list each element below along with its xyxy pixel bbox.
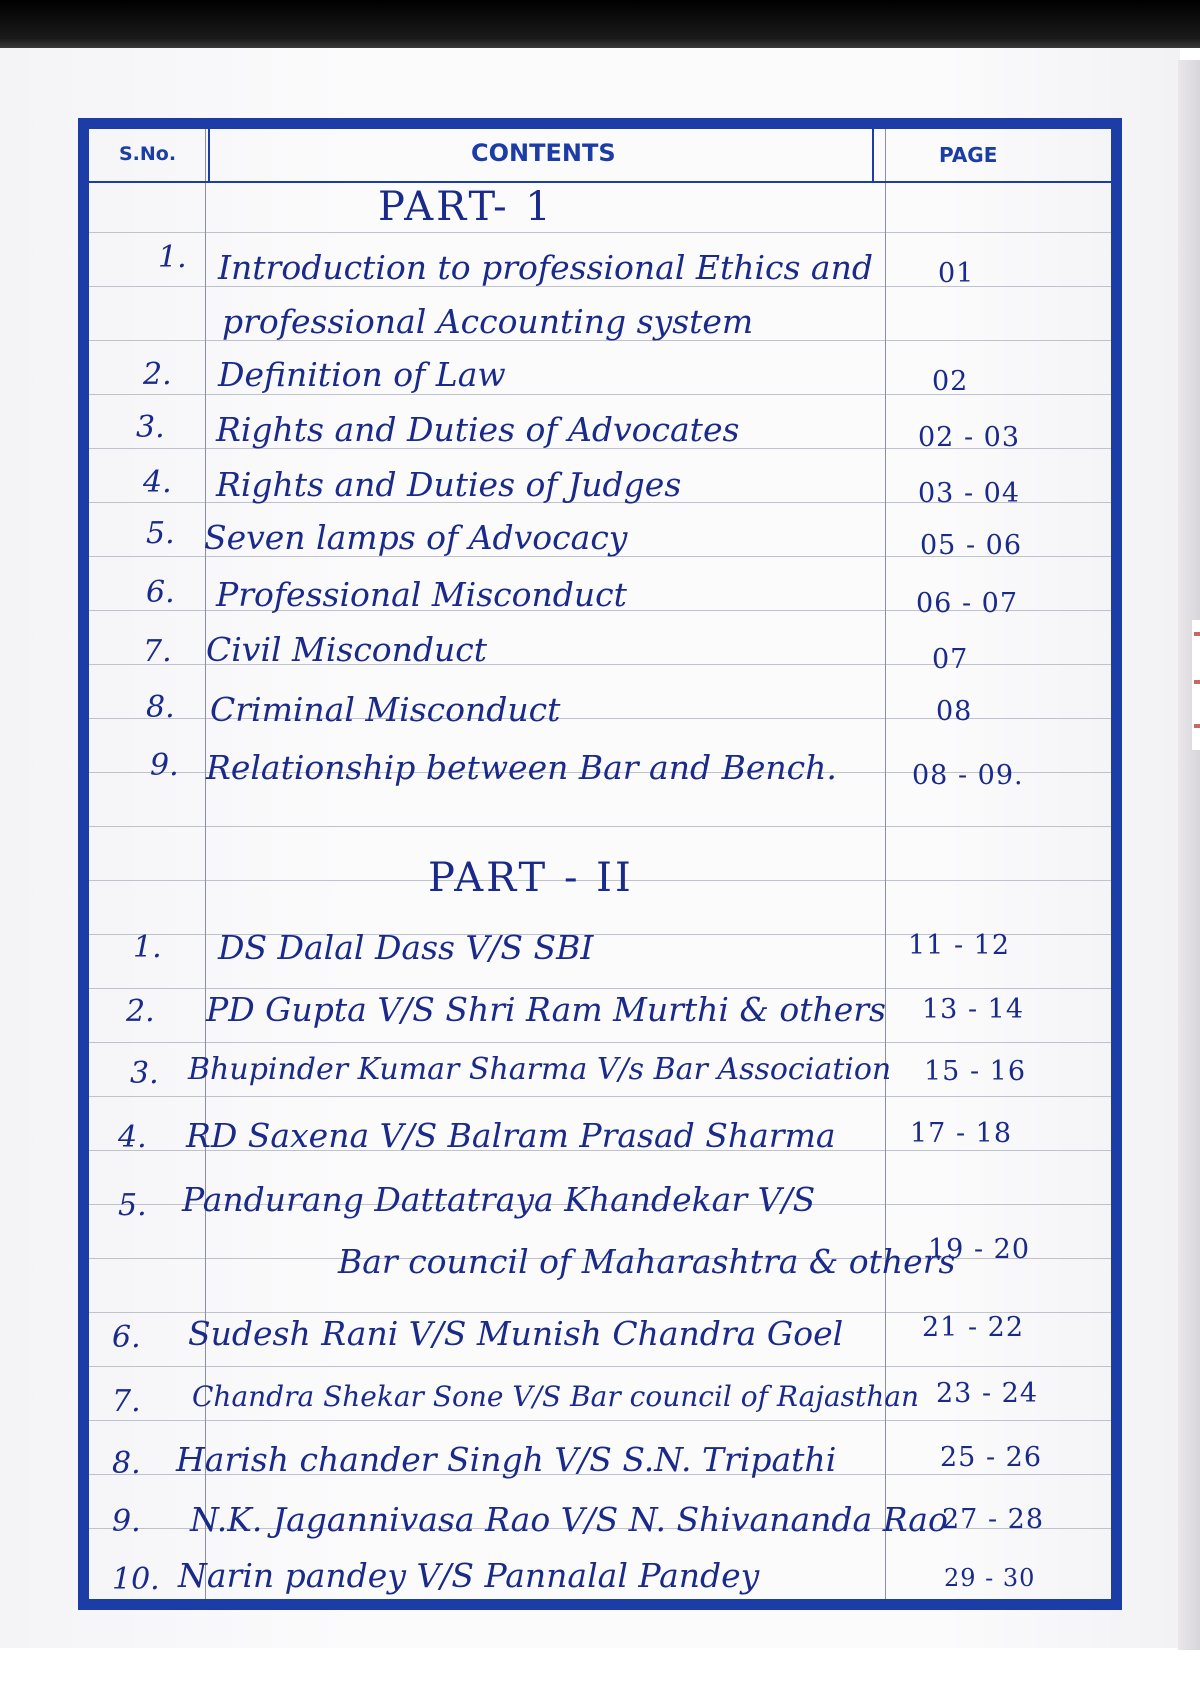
item-number: 3. — [136, 410, 165, 445]
item-page: 01 — [938, 258, 975, 289]
page-edge — [1178, 60, 1200, 1650]
item-number: 9. — [150, 748, 179, 783]
item-page: 02 - 03 — [918, 422, 1021, 453]
pink-mark — [1194, 724, 1200, 728]
item-number: 10. — [112, 1562, 160, 1597]
item-page: 19 - 20 — [928, 1234, 1031, 1265]
item-title: Definition of Law — [218, 355, 506, 394]
item-number: 9. — [112, 1504, 141, 1539]
item-number: 5. — [146, 516, 175, 551]
item-title: Relationship between Bar and Bench. — [206, 748, 837, 787]
item-page: 11 - 12 — [908, 930, 1011, 961]
margin-strip — [1192, 620, 1200, 750]
item-number: 7. — [112, 1384, 141, 1419]
item-page: 02 — [932, 366, 969, 397]
item-number: 4. — [118, 1120, 147, 1155]
pink-mark — [1194, 632, 1200, 636]
item-title: N.K. Jagannivasa Rao V/S N. Shivananda Rao — [190, 1500, 948, 1539]
item-number: 6. — [112, 1320, 141, 1355]
item-page: 06 - 07 — [916, 588, 1019, 619]
item-title: Bhupinder Kumar Sharma V/s Bar Association — [188, 1052, 892, 1087]
item-title: Civil Misconduct — [206, 630, 488, 669]
item-page: 07 — [932, 644, 969, 675]
item-page: 25 - 26 — [940, 1442, 1043, 1473]
contents-header: CONTENTS — [471, 139, 616, 167]
item-title: Professional Misconduct — [216, 575, 627, 614]
item-title: Narin pandey V/S Pannalal Pandey — [178, 1556, 760, 1595]
item-number: 3. — [130, 1056, 159, 1091]
item-number: 1. — [158, 240, 187, 275]
item-page: 29 - 30 — [944, 1564, 1036, 1592]
item-number: 8. — [112, 1446, 141, 1481]
item-number: 5. — [118, 1188, 147, 1223]
item-page: 13 - 14 — [922, 994, 1025, 1025]
item-title-continued: Bar council of Maharashtra & others — [338, 1242, 956, 1281]
item-title: Criminal Misconduct — [210, 690, 561, 729]
item-page: 17 - 18 — [910, 1118, 1013, 1149]
item-page: 27 - 28 — [942, 1504, 1045, 1535]
part2-heading: PART - II — [428, 855, 634, 901]
part1-heading: PART- 1 — [378, 184, 554, 230]
page-header: PAGE — [939, 143, 998, 167]
item-number: 2. — [143, 357, 172, 392]
item-title: Rights and Duties of Judges — [216, 465, 682, 504]
item-page: 08 - 09. — [912, 760, 1024, 791]
item-title: Sudesh Rani V/S Munish Chandra Goel — [188, 1314, 844, 1353]
item-title: DS Dalal Dass V/S SBI — [218, 928, 594, 967]
item-page: 05 - 06 — [920, 530, 1023, 561]
item-number: 8. — [146, 690, 175, 725]
item-title: RD Saxena V/S Balram Prasad Sharma — [186, 1116, 836, 1155]
item-title: Seven lamps of Advocacy — [204, 518, 628, 557]
item-page: 03 - 04 — [918, 478, 1021, 509]
item-number: 2. — [126, 994, 155, 1029]
item-title: Chandra Shekar Sone V/S Bar council of Rajasthan — [192, 1380, 920, 1413]
item-title: Harish chander Singh V/S S.N. Tripathi — [176, 1440, 837, 1479]
item-number: 6. — [146, 575, 175, 610]
item-title: PD Gupta V/S Shri Ram Murthi & others — [206, 990, 886, 1029]
dark-background-top — [0, 0, 1200, 48]
item-page: 15 - 16 — [924, 1056, 1027, 1087]
item-title-continued: professional Accounting system — [222, 302, 754, 341]
item-title: Introduction to professional Ethics and — [218, 248, 873, 287]
item-page: 23 - 24 — [936, 1378, 1039, 1409]
sno-header: S.No. — [119, 143, 177, 165]
item-title: Pandurang Dattatraya Khandekar V/S — [182, 1180, 816, 1219]
item-page: 21 - 22 — [922, 1312, 1025, 1343]
item-number: 7. — [143, 634, 172, 669]
pink-mark — [1194, 680, 1200, 684]
item-number: 1. — [133, 930, 162, 965]
item-title: Rights and Duties of Advocates — [216, 410, 740, 449]
item-page: 08 — [936, 696, 973, 727]
item-number: 4. — [143, 465, 172, 500]
